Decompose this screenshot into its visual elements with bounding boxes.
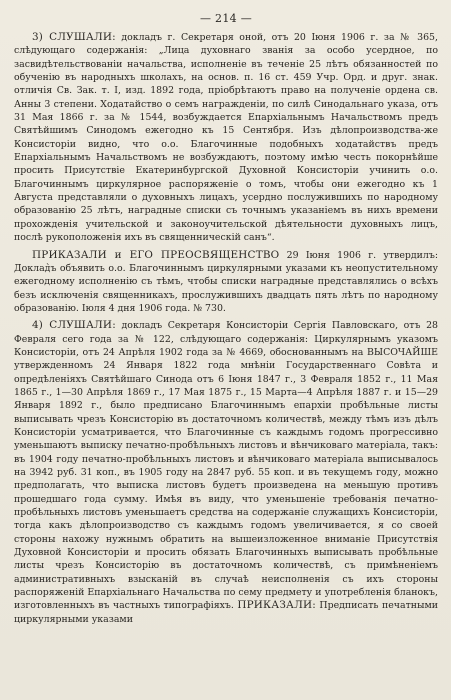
decision-body: 29 Іюня 1906 г. утвердилъ: Доклад̀ъ объявить о.о. Благочиннымъ циркулярными указами къ неопустительному ежегодному исполненію съ тѣмъ, чтобы списки наградные представлялись о всѣхъ безъ исключенія священникахъ, прослужившихъ двадцать пять лѣтъ по народному образованію. Іюля 4 дня 1906 года. № 730.	[14, 249, 438, 314]
paragraph-lead: 3) СЛУШАЛИ:	[32, 31, 116, 43]
paragraph-item-4	[14, 319, 438, 626]
paragraph-item-3	[14, 31, 438, 245]
paragraph-decision-3	[14, 249, 438, 316]
paragraph-body: докладъ Секретаря Консисторіи Сергія Павловскаго, отъ 28 Февраля сего года за № 122, слѣдующаго содержанія: Циркулярнымъ указомъ Консисторіи, отъ 24 Апрѣля 1902 года за № 4669, обоснованнымъ на ВЫСОЧАЙШЕ утвержденномъ 24 Января 1822 года мнѣніи Государственнаго Совѣта и опредѣленіяхъ Святѣйшаго Синода отъ 6 Іюня 1847 г., 3 Февраля 1852 г., 11 Мая 1865 г., 1—30 Апрѣля 1869 г., 17 Мая 1875 г., 15 Марта—4 Апрѣля 1887 г. и 15—29 Января 1892 г., было предписано Благочиннымъ епархіи пробѣльные листы выписывать чрезъ Консисторію въ достаточномъ количествѣ, между тѣмъ изъ дѣлъ Консисторіи усматривается, что Благочинные съ каждымъ годомъ прогрессивно уменьшаютъ выписку печатно-пробѣльныхъ листовъ и вѣнчиковаго матеріала, такъ: въ 1904 году печатно-пробѣльныхъ листовъ и вѣнчиковаго матеріала выписывалось на 3942 руб. 31 коп., въ 1905 году на 2847 руб. 55 коп. и въ текущемъ году, можно предполагать, что выписка листовъ будетъ произведена на меньшую противъ прошедшаго года сумму. Имѣя въ виду, что уменьшеніе требованія печатно-пробѣльныхъ листовъ уменьшаетъ средства на содержаніе служащихъ Консисторіи, тогда какъ дѣлопроизводство съ каждымъ годомъ увеличивается, я со своей стороны нахожу нужнымъ обратить на вышеизложенное вниманіе Присутствія Духовной Консисторіи и просить обязать Благочинныхъ выписывать пробѣльные листы чрезъ Консисторію въ достаточномъ количествѣ, съ примѣненіемъ административныхъ взысканій въ случаѣ неисполненія съ ихъ стороны распоряженій Епархіальнаго Начальства по сему предмету и употребленія бланокъ, изготовленныхъ въ частныхъ типографіяхъ.	[14, 320, 439, 612]
decision-lead: ПРИКАЗАЛИ:	[237, 599, 316, 612]
decision-body: Предписать печатными циркулярными указами	[14, 600, 439, 625]
decision-lead: ПРИКАЗАЛИ и ЕГО ПРЕОСВЯЩЕНСТВО	[32, 248, 280, 261]
paragraph-lead: 4) СЛУШАЛИ:	[32, 319, 116, 332]
paragraph-body: докладъ г. Секретаря оной, отъ 20 Іюня 1906 г. за № 365, слѣдующаго содержанія: „Лица духовнаго званія за особо усердное, по засвидѣтельствованіи начальства, исполненіе въ теченіе 25 лѣтъ обязанностей по обученію въ народныхъ школахъ, на основ. п. 16 ст. 459 Учр. Орд. и друг. знак. отличія Св. Зак. т. I, изд. 1892 года, пріобрѣтаютъ право на полученіе ордена св. Анны 3 степени. Ходатайство о семъ награжденіи, по силѣ Синодальнаго указа, отъ 31 Мая 1866 г. за № 1544, возбуждается Епархіальнымъ Начальствомъ предъ Святѣйшимъ Синодомъ ежегодно къ 15 Сентября. Изъ дѣлопроизводства-же Консисторіи видно, что о.о. Благочинные подобныхъ ходатайствъ предъ Епархіальнымъ Начальствомъ не возбуждаютъ, поэтому имѣю честь покорнѣйше просить Присутствіе Екатеринбургской Духовной Консисторіи учинить о.о. Благочиннымъ циркулярное распоряженіе о томъ, чтобы они ежегодно къ 1 Августа представляли о духовныхъ лицахъ, усердно послужившихъ по народному образованію 25 лѣтъ, наградные списки съ точнымъ указаніемъ въ нихъ времени прохожденія учительской и законоучительской дѣятельности духовныхъ лицъ, послѣ рукоположенія ихъ въ священническій санъ“.	[14, 32, 438, 244]
page-number: — 214 —	[199, 12, 253, 25]
